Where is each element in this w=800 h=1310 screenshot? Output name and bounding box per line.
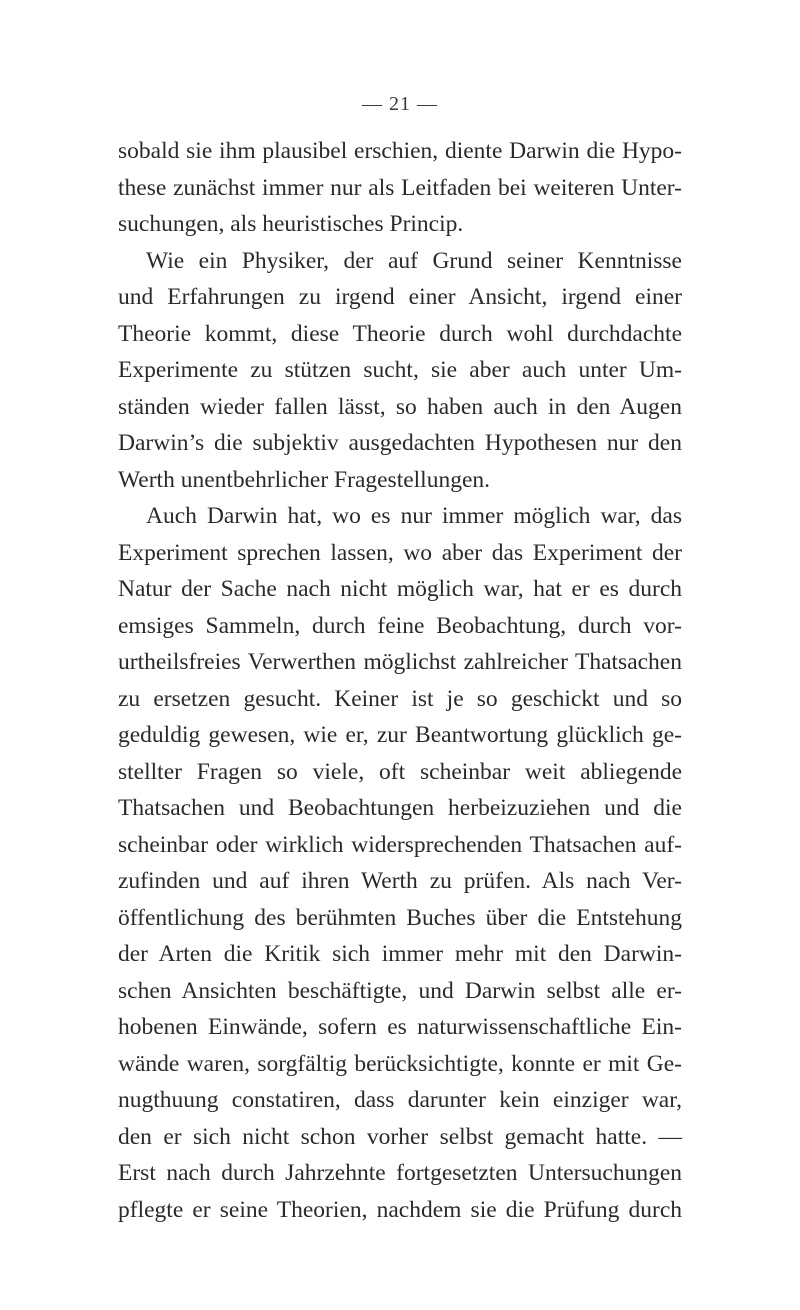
- text-line: Wie ein Physiker, der auf Grund seiner Kenntnisse: [146, 247, 682, 274]
- text-line: schen Ansichten beschäftigte, und Darwin selbst alle er-: [118, 977, 682, 1004]
- body-text: [118, 133, 682, 1228]
- text-line: Werth unentbehrlicher Fragestellungen.: [118, 466, 491, 493]
- text-line: zufinden und auf ihren Werth zu prüfen. Als nach Ver-: [118, 868, 682, 894]
- text-line: Experiment sprechen lassen, wo aber das Experiment der: [118, 539, 682, 566]
- text-line: zu ersetzen gesucht. Keiner ist je so geschickt und so: [118, 685, 682, 712]
- text-line: stellter Fragen so viele, oft scheinbar weit abliegende: [118, 758, 682, 785]
- text-line: suchungen, als heuristisches Princip.: [118, 211, 464, 237]
- text-line: Darwin’s die subjektiv ausgedachten Hypothesen nur den: [118, 430, 682, 456]
- text-line: Auch Darwin hat, wo es nur immer möglich war, das: [146, 503, 682, 529]
- text-line: der Arten die Kritik sich immer mehr mit den Darwin-: [118, 941, 682, 967]
- text-line: sobald sie ihm plausibel erschien, diente Darwin die Hypo-: [118, 138, 682, 164]
- text-line: Experimente zu stützen sucht, sie aber auch unter Um-: [118, 357, 682, 383]
- text-line: emsiges Sammeln, durch feine Beobachtung, durch vor-: [118, 612, 682, 639]
- text-line: ständen wieder fallen lässt, so haben auch in den Augen: [118, 393, 682, 420]
- text-line: Thatsachen und Beobachtungen herbeizuziehen und die: [118, 795, 682, 821]
- text-line: these zunächst immer nur als Leitfaden bei weiteren Unter-: [118, 174, 682, 201]
- text-line: nugthuung constatiren, dass darunter kein einziger war,: [118, 1087, 682, 1113]
- text-line: hobenen Einwände, sofern es naturwissenschaftliche Ein-: [118, 1014, 682, 1040]
- text-line: wände waren, sorgfältig berücksichtigte, konnte er mit Ge-: [118, 1050, 682, 1077]
- text-line: und Erfahrungen zu irgend einer Ansicht, irgend einer: [118, 284, 682, 310]
- page-number: — 21 —: [362, 93, 438, 115]
- text-line: urtheilsfreies Verwerthen möglichst zahlreicher Thatsachen: [118, 649, 682, 675]
- text-line: Theorie kommt, diese Theorie durch wohl durchdachte: [118, 320, 682, 347]
- text-line: den er sich nicht schon vorher selbst gemacht hatte. —: [118, 1123, 682, 1150]
- text-line: Erst nach durch Jahrzehnte fortgesetzten Untersuchungen: [118, 1160, 682, 1186]
- text-line: scheinbar oder wirklich widersprechenden Thatsachen auf-: [118, 831, 682, 858]
- text-line: öffentlichung des berühmten Buches über die Entstehung: [118, 904, 682, 931]
- text-line: geduldig gewesen, wie er, zur Beantwortung glücklich ge-: [118, 722, 682, 748]
- text-line: pflegte er seine Theorien, nachdem sie die Prüfung durch: [118, 1196, 682, 1223]
- text-line: Natur der Sache nach nicht möglich war, hat er es durch: [118, 576, 682, 602]
